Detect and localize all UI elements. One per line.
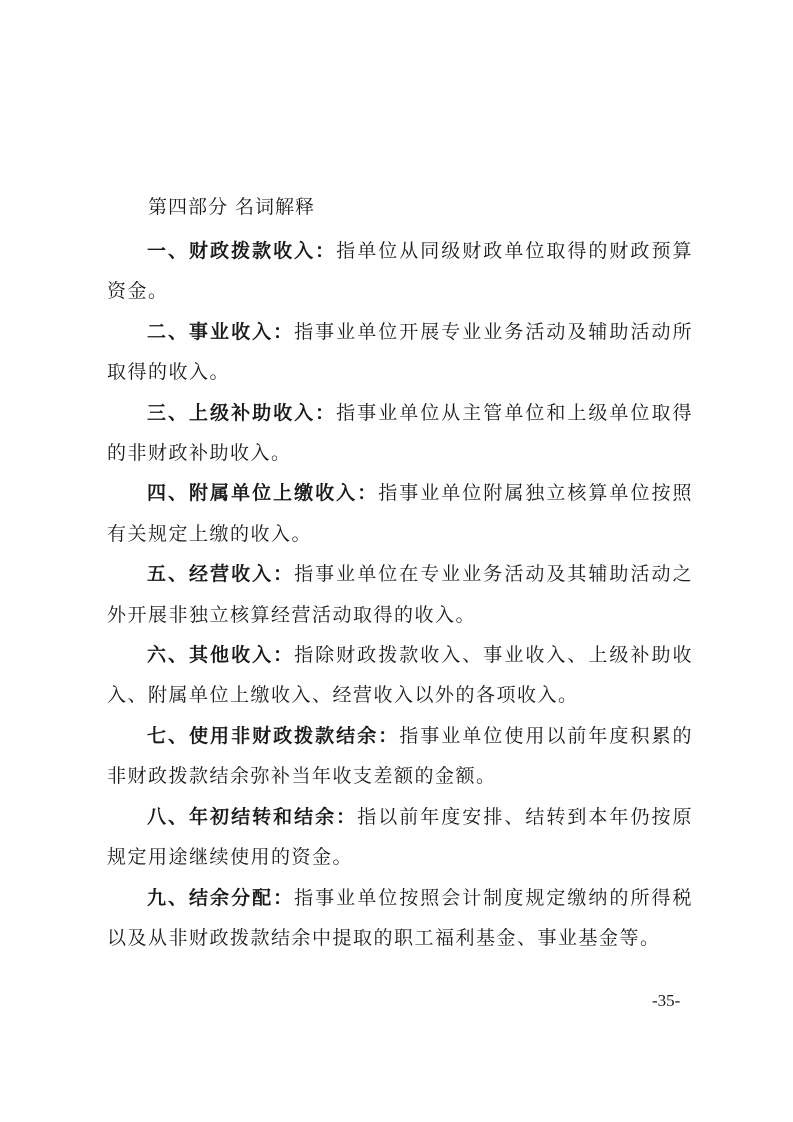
term-definition: 指以前年度安排、结转到本年仍按原规定用途继续使用的资金。	[107, 805, 693, 869]
term-definition: 指事业单位在专业业务活动及其辅助活动之外开展非独立核算经营活动取得的收入。	[107, 563, 693, 626]
term-item-7	[107, 716, 693, 797]
term-definition: 指事业单位使用以前年度积累的非财政拨款结余弥补当年收支差额的金额。	[107, 724, 693, 788]
term-item-4	[107, 473, 693, 554]
section-heading: 第四部分 名词解释	[148, 196, 316, 218]
term-definitions-list	[107, 231, 693, 958]
term-definition: 指事业单位附属独立核算单位按照有关规定上缴的收入。	[107, 482, 693, 545]
term-definition: 指事业单位开展专业业务活动及辅助活动所取得的收入。	[107, 320, 693, 384]
term-item-3	[107, 393, 693, 474]
term-definition: 指事业单位从主管单位和上级单位取得的非财政补助收入。	[107, 401, 693, 465]
term-name: 一、财政拨款收入：	[147, 240, 337, 262]
term-name: 九、结余分配：	[147, 886, 295, 909]
term-name: 五、经营收入：	[147, 563, 295, 586]
term-item-6	[107, 635, 693, 716]
term-item-8	[107, 797, 693, 878]
term-definition: 指单位从同级财政单位取得的财政预算资金。	[107, 240, 693, 303]
term-definition: 指事业单位按照会计制度规定缴纳的所得税以及从非财政拨款结余中提取的职工福利基金、事业基金等。	[107, 886, 693, 949]
term-item-2	[107, 312, 693, 393]
term-item-1	[107, 231, 693, 312]
page-number: -35-	[652, 991, 681, 1010]
term-name: 六、其他收入：	[147, 644, 295, 667]
term-name: 二、事业收入：	[147, 320, 295, 343]
term-definition: 指除财政拨款收入、事业收入、上级补助收入、附属单位上缴收入、经营收入以外的各项收入。	[107, 644, 693, 707]
term-name: 七、使用非财政拨款结余：	[147, 724, 400, 747]
term-item-5	[107, 554, 693, 635]
term-name: 四、附属单位上缴收入：	[147, 482, 379, 505]
term-name: 八、年初结转和结余：	[147, 805, 358, 828]
term-item-9	[107, 878, 693, 959]
term-name: 三、上级补助收入：	[147, 401, 337, 424]
